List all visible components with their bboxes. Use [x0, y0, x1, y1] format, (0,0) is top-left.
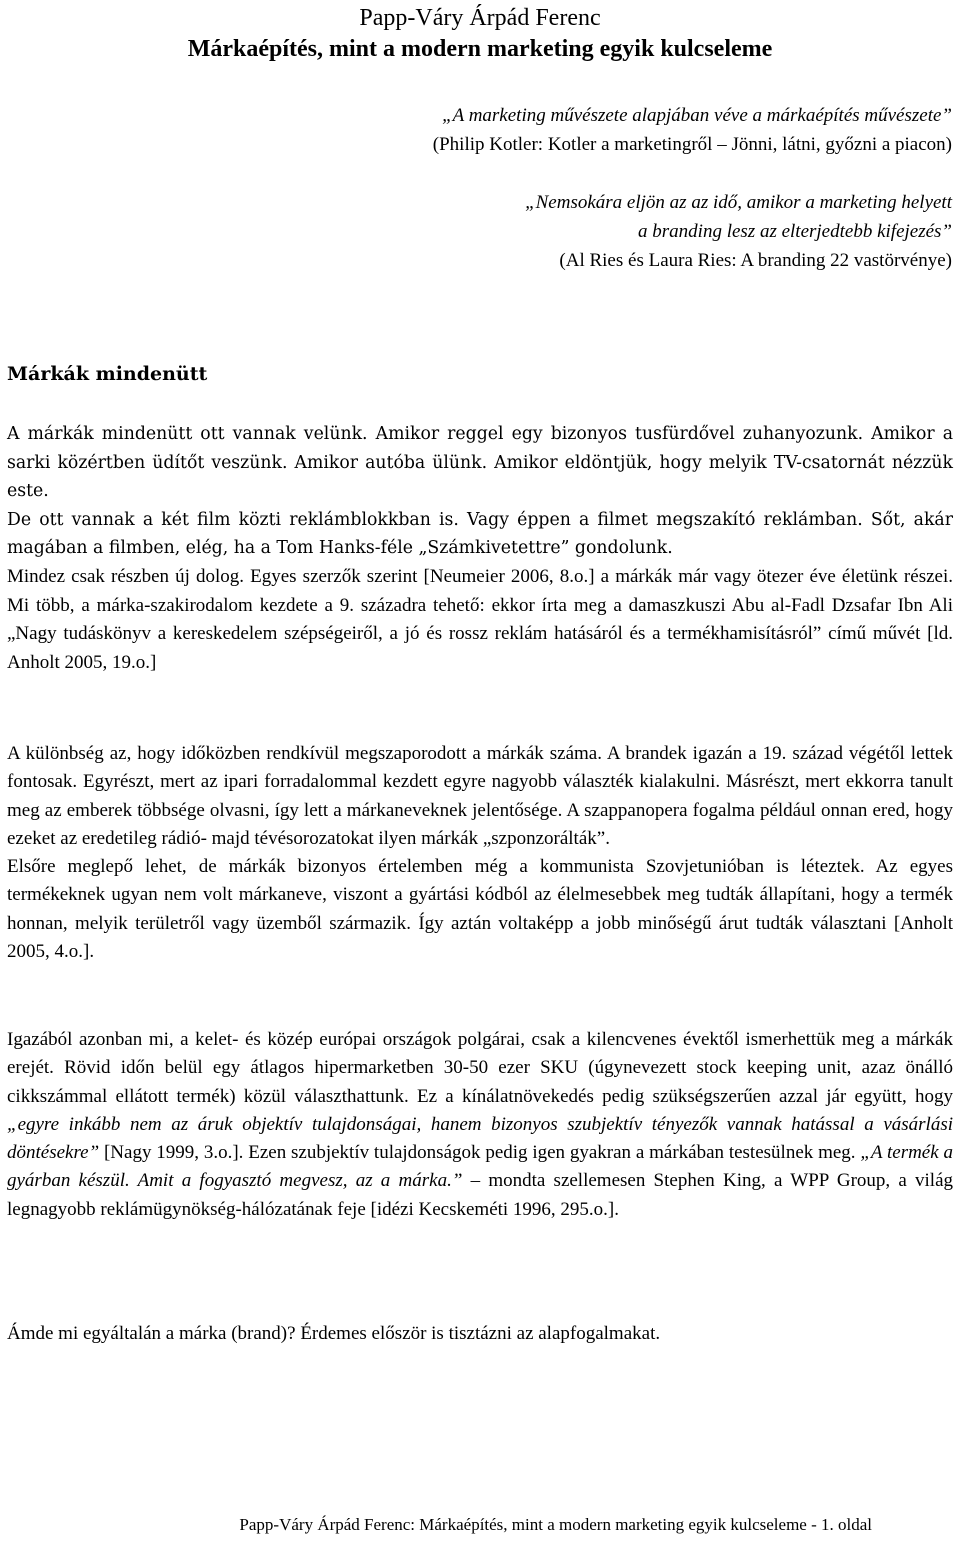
- body-block-1: [7, 420, 953, 677]
- page-footer: Papp-Váry Árpád Ferenc: Márkaépítés, mint a modern marketing egyik kulcseleme - 1. oldal: [239, 1515, 872, 1534]
- paragraph: A márkák mindenütt ott vannak velünk. Amikor reggel egy bizonyos tusfürdővel zuhanyozunk. Amikor a sarki közértben üdítőt veszünk. Amikor autóba ülünk. Amikor eldöntjük, hogy melyik TV-csatornát nézzük este.: [7, 424, 953, 502]
- document-title: Márkaépítés, mint a modern marketing egyik kulcseleme: [187, 36, 773, 62]
- epigraph-ries-source: (Al Ries és Laura Ries: A branding 22 vastörvénye): [559, 250, 952, 271]
- paragraph-text: – mondta szellemesen Stephen King, a WPP Group, a világ legnagyobb reklámügynökség-hálózatának feje [idézi Kecskeméti 1996, 295.o.].: [7, 1170, 954, 1220]
- paragraph: Mindez csak részben új dolog. Egyes szerzők szerint [Neumeier 2006, 8.o.] a márkák már vagy ötezer éve életünk részei. Mi több, a márka-szakirodalom kezdete a 9. századra tehető: ekkor írta meg a damaszkuszi Abu al-Fadl Dzsafar Ibn Ali „Nagy tudáskönyv a kereskedelem szépségeiről, a jó és rossz reklám hatásáról és a termékhamisításról” című művét [ld. Anholt 2005, 19.o.]: [7, 565, 953, 673]
- paragraph: Elsőre meglepő lehet, de márkák bizonyos értelemben még a kommunista Szovjetunióban is léteztek. Az egyes termékeknek ugyan nem volt márkaneve, viszont a gyártási kódból az élelmesebbek meg tudták állapítani, hogy a termék honnan, melyik területről vagy üzemből származik. Így aztán voltaképp a jobb minőségű árut tudták választani [Anholt 2005, 4.o.].: [7, 856, 953, 963]
- body-block-4: [7, 1320, 953, 1348]
- epigraph-kotler-text: „A marketing művészete alapjában véve a márkaépítés művészete”: [442, 105, 952, 126]
- epigraph-ries: [525, 188, 952, 275]
- author-name: Papp-Váry Árpád Ferenc: [359, 5, 601, 31]
- paragraph: Ámde mi egyáltalán a márka (brand)? Érdemes először is tisztázni az alapfogalmakat.: [7, 1323, 661, 1344]
- paragraph-text: [Nagy 1999, 3.o.]. Ezen szubjektív tulajdonságok pedig igen gyakran a márkában testesülnek meg.: [99, 1142, 861, 1164]
- paragraph: A különbség az, hogy időközben rendkívül megszaporodott a márkák száma. A brandek igazán a 19. század végétől lettek fontosak. Egyrészt, mert az ipari forradalommal kezdett egyre nagyobb választék kialakulni. Másrészt, mert ekkorra tanult meg az emberek többsége olvasni, így lett a márkaneveknek jelentősége. A szappanopera fogalma például onnan ered, hogy ezeket az eredetileg rádió- majd tévésorozatokat ilyen márkák „szponzorálták”.: [7, 743, 953, 849]
- body-block-3: [7, 1026, 953, 1224]
- section-heading: Márkák mindenütt: [7, 363, 208, 385]
- quote-nagy: „egyre inkább nem az áruk objektív tulajdonságai, hanem bizonyos szubjektív tényezők vannak hatással a vásárlási döntésekre”: [7, 1113, 953, 1164]
- paragraph: [7, 1026, 953, 1224]
- quote-king: „A termék a gyárban készül. Amit a fogyasztó megvesz, az a márka.”: [7, 1142, 953, 1192]
- paragraph: De ott vannak a két film közti reklámblokkban is. Vagy éppen a filmet megszakító reklámban. Sőt, akár magában a filmben, elég, ha a Tom Hanks-féle „Számkivetettre” gondolunk.: [7, 509, 953, 559]
- epigraph-kotler-source: (Philip Kotler: Kotler a marketingről – Jönni, látni, győzni a piacon): [432, 134, 952, 155]
- epigraph-ries-text-line1: „Nemsokára eljön az az idő, amikor a marketing helyett: [525, 192, 952, 213]
- body-block-2: [7, 740, 953, 966]
- epigraph-ries-text-line2: a branding lesz az elterjedtebb kifejezés”: [638, 221, 952, 242]
- epigraph-kotler: [433, 101, 952, 159]
- paragraph-text: Igazából azonban mi, a kelet- és közép európai országok polgárai, csak a kilencvenes évektől ismerhettük meg a márkák erejét. Rövid időn belül egy átlagos hipermarketben 30-50 ezer SKU (úgynevezett stock keeping unit, azaz önálló cikkszámmal ellátott termék) közül választhattunk. Ez a kínálatnövekedés pedig szükségszerűen azzal jár együtt, hogy: [7, 1029, 953, 1107]
